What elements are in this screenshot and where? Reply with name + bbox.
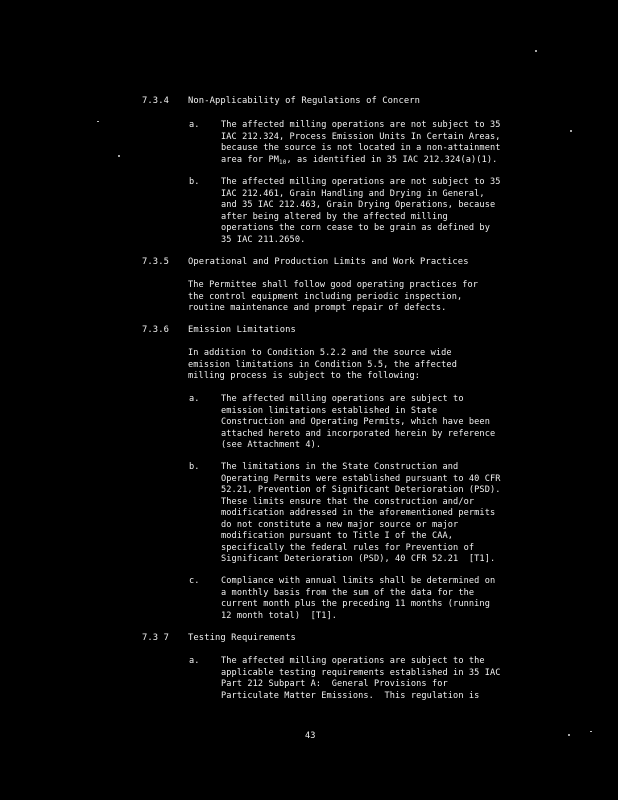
- text-line: In addition to Condition 5.2.2 and the source wide: [188, 348, 452, 358]
- text-line: The affected milling operations are subject to: [221, 394, 464, 404]
- text-line: because the source is not located in a non-attainment: [221, 143, 501, 153]
- section-title: Operational and Production Limits and Work Practices: [188, 257, 469, 267]
- text-line: (see Attachment 4).: [221, 440, 322, 450]
- item-letter: a.: [189, 656, 200, 666]
- item-letter: a.: [189, 120, 200, 130]
- text-line: IAC 212.324, Process Emission Units In Certain Areas,: [221, 131, 501, 142]
- text-line: 52.21, Prevention of Significant Deterioration (PSD).: [221, 485, 501, 495]
- scan-speck: [590, 731, 592, 732]
- text-line: The limitations in the State Construction and: [221, 462, 459, 472]
- section-number: 7.3.6: [142, 325, 169, 335]
- section-title: Emission Limitations: [188, 325, 296, 335]
- text-line: and 35 IAC 212.463, Grain Drying Operations, because: [221, 200, 496, 210]
- text-line: 12 month total) [T1].: [221, 610, 338, 621]
- text-line: current month plus the preceding 11 months (running: [221, 599, 490, 609]
- text-line: IAC 212.461, Grain Handling and Drying in General,: [221, 188, 485, 199]
- text-line: emission limitations in Condition 5.5, the affected: [188, 359, 457, 370]
- text-line: applicable testing requirements established in 35 IAC: [221, 667, 501, 678]
- text-line: Significant Deterioration (PSD), 40 CFR 52.21 [T1].: [221, 554, 496, 564]
- text-line: Operating Permits were established pursuant to 40 CFR: [221, 473, 501, 484]
- text-line: Construction and Operating Permits, which have been: [221, 417, 490, 427]
- item-letter: b.: [189, 177, 200, 187]
- text-line: modification pursuant to Title I of the CAA,: [221, 531, 454, 541]
- scan-speck: [568, 734, 570, 736]
- section-number: 7.3 7: [142, 633, 169, 643]
- page-number: 43: [305, 731, 316, 741]
- scan-speck: [97, 121, 99, 122]
- text-line: emission limitations established in State: [221, 405, 438, 416]
- text-line: These limits ensure that the construction and/or: [221, 496, 475, 507]
- scan-speck: [570, 130, 572, 132]
- text-line: modification addressed in the aforementioned permits: [221, 508, 496, 518]
- scan-speck: [535, 50, 537, 52]
- text-line: routine maintenance and prompt repair of defects.: [188, 303, 447, 313]
- text-line: after being altered by the affected milling: [221, 211, 448, 222]
- text-line: milling process is subject to the following:: [188, 371, 421, 381]
- text-line: The affected milling operations are not subject to 35: [221, 177, 501, 187]
- section-number: 7.3.5: [142, 257, 169, 267]
- item-letter: c.: [189, 576, 200, 586]
- text-line: a monthly basis from the sum of the data for the: [221, 587, 475, 598]
- text-line: do not constitute a new major source or major: [221, 519, 459, 530]
- text-line: Part 212 Subpart A: General Provisions for: [221, 679, 448, 689]
- section-title: Testing Requirements: [188, 633, 296, 643]
- text-line: Compliance with annual limits shall be determined on: [221, 576, 496, 586]
- text-line: Particulate Matter Emissions. This regulation is: [221, 690, 480, 701]
- text-line: the control equipment including periodic inspection,: [188, 291, 463, 302]
- text-line: The affected milling operations are not subject to 35: [221, 120, 501, 130]
- item-letter: b.: [189, 462, 200, 472]
- section-number: 7.3.4: [142, 96, 169, 106]
- scan-speck: [118, 155, 120, 157]
- section-title: Non-Applicability of Regulations of Concern: [188, 96, 421, 106]
- text-line: specifically the federal rules for Prevention of: [221, 542, 475, 553]
- item-letter: a.: [189, 394, 200, 404]
- text-line: The affected milling operations are subject to the: [221, 656, 485, 666]
- text-line: area for $PM_{10}$, as identified in 35 IAC 212.324(a)(1).: [221, 154, 498, 166]
- text-line: The Permittee shall follow good operating practices for: [188, 280, 479, 290]
- text-line: attached hereto and incorporated herein by reference: [221, 428, 496, 439]
- text-line: 35 IAC 211.2650.: [221, 234, 306, 245]
- text-line: operations the corn cease to be grain as defined by: [221, 223, 490, 233]
